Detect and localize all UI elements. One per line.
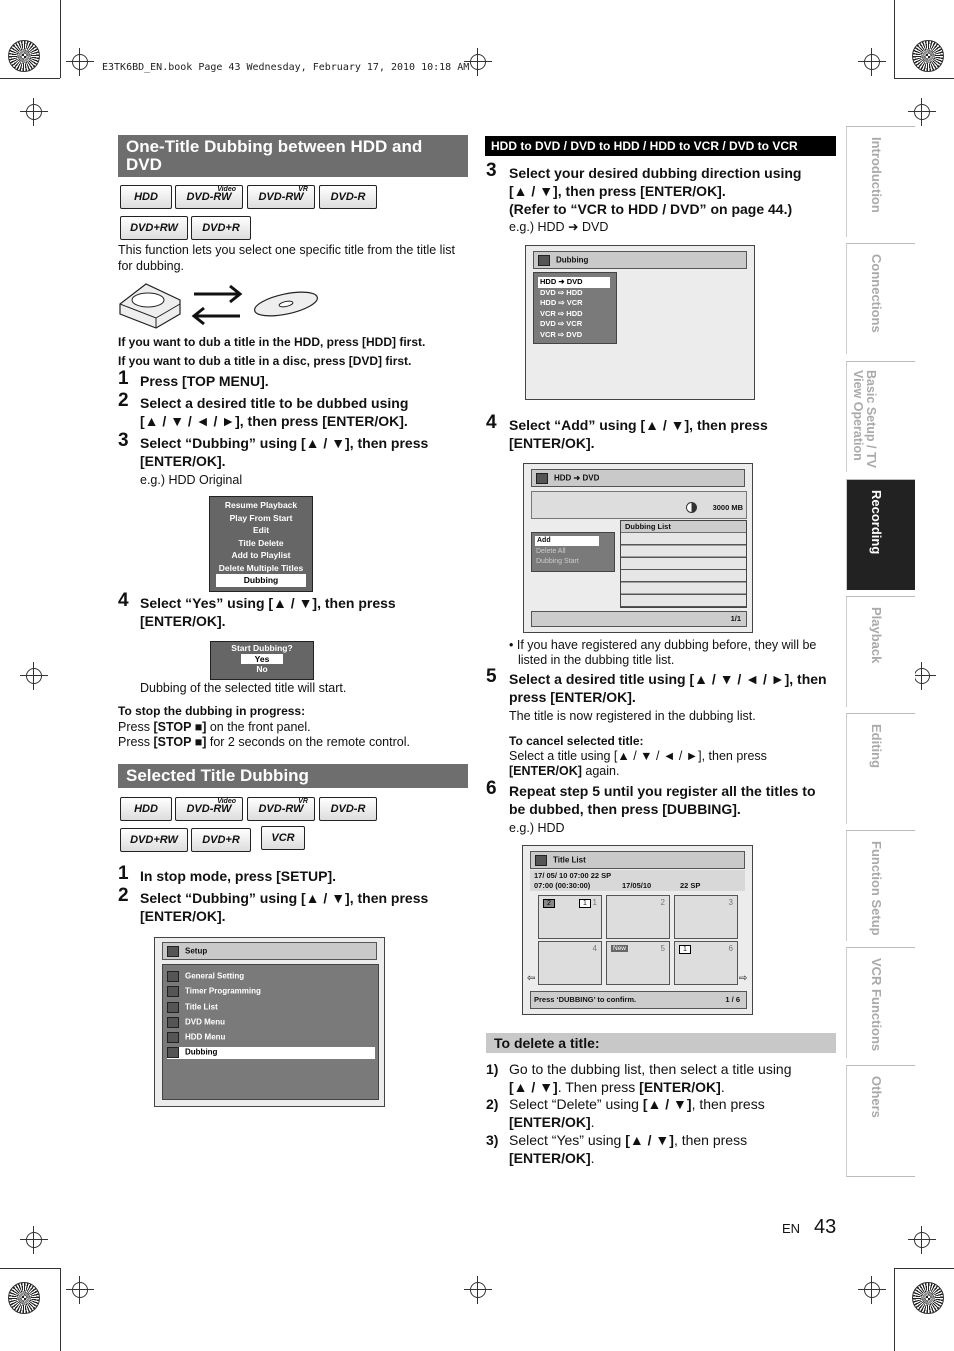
- menu-item: Edit: [252, 525, 270, 535]
- trim-line: [0, 78, 60, 79]
- setup-screen: [154, 937, 385, 1107]
- crosshair-mark: [858, 48, 886, 76]
- sidebar-tab-recording[interactable]: Recording: [846, 479, 915, 590]
- direction-option: DVD ⇨ VCR: [540, 319, 583, 328]
- sidebar-tab-others[interactable]: Others: [846, 1065, 915, 1177]
- sidebar-tab-playback[interactable]: Playback: [846, 596, 915, 707]
- example-label: e.g.) HDD ➜ DVD: [509, 220, 609, 234]
- arrow-left-icon: ⇦: [527, 973, 536, 984]
- badge-hdd: HDD: [120, 185, 172, 209]
- trim-line: [894, 78, 954, 79]
- capacity-bar: [531, 491, 747, 519]
- registration-rosette: [8, 40, 40, 72]
- sidebar-tab-basic-setup[interactable]: Basic Setup / TV View Operation: [846, 361, 915, 472]
- crosshair-mark: [908, 1226, 936, 1254]
- badge-dvd-plus-r: DVD+R: [191, 828, 251, 852]
- transfer-arrows-icon: [194, 286, 240, 324]
- badge-dvd-plus-r: DVD+R: [191, 216, 251, 240]
- cancel-instruction: Select a title using [▲ / ▼ / ◄ / ►], then press: [509, 749, 767, 763]
- disc-icon: [253, 288, 320, 321]
- dubbing-list-rows: [621, 533, 746, 607]
- dubbing-list-header: Dubbing List: [621, 521, 746, 532]
- setup-item-selected: Dubbing: [167, 1047, 375, 1059]
- setup-item: DVD Menu: [167, 1017, 375, 1032]
- calendar-icon: [167, 986, 179, 997]
- dialog-option-yes: Yes: [241, 654, 283, 664]
- direction-option: DVD ⇨ HDD: [540, 287, 583, 297]
- intro-line: for dubbing.: [118, 259, 185, 273]
- badge-dvd-rw-video: Video DVD-RW: [175, 797, 243, 821]
- delete-title-heading: To delete a title:: [486, 1033, 836, 1053]
- menu-item: Title Delete: [238, 537, 284, 548]
- trim-line: [894, 1268, 895, 1351]
- trim-line: [894, 0, 895, 78]
- badge-vcr: VCR: [261, 826, 305, 850]
- action-delete-all: Delete All: [536, 548, 566, 555]
- crosshair-mark: [908, 98, 936, 126]
- thumbnail: 1 2 1: [538, 895, 602, 939]
- dubbing-icon: [167, 1047, 179, 1058]
- dubbing-list-screen: [523, 463, 753, 633]
- intro-line: This function lets you select one specific title from the title list: [118, 243, 455, 257]
- crosshair-mark: [858, 1276, 886, 1304]
- screen-title: HDD ➜ DVD: [531, 469, 745, 487]
- direction-option: VCR ⇨ HDD: [540, 308, 583, 318]
- title-tag: 1: [679, 945, 691, 954]
- section-title-one-title-dubbing: One-Title Dubbing between HDD and DVD: [118, 135, 468, 177]
- step-text: Repeat step 5 until you register all the titles to be dubbed, then press [DUBBING].: [509, 783, 816, 817]
- registered-note: The title is now registered in the dubbing list.: [509, 709, 756, 723]
- bullet-note: • If you have registered any dubbing before, they will be: [509, 638, 817, 652]
- badge-dvd-r: DVD-R: [319, 185, 377, 209]
- title-tag: 1: [579, 899, 591, 908]
- language-code: EN: [782, 1221, 801, 1236]
- badge-dvd-plus-rw: DVD+RW: [120, 828, 188, 852]
- step-text: In stop mode, press [SETUP].: [140, 868, 337, 884]
- action-add: Add: [535, 536, 599, 546]
- example-label: e.g.) HDD: [509, 821, 565, 835]
- dubbing-direction-screen: [525, 245, 755, 400]
- new-tag: New: [613, 945, 627, 952]
- direction-option: HDD ⇨ VCR: [540, 298, 583, 307]
- sidebar-tab-introduction[interactable]: Introduction: [846, 126, 915, 237]
- action-dubbing-start: Dubbing Start: [536, 558, 579, 565]
- cancel-heading: To cancel selected title:: [509, 734, 644, 748]
- title-list-icon: [167, 1002, 179, 1013]
- dubbing-icon: [536, 473, 548, 484]
- screen-title: Dubbing: [533, 251, 747, 269]
- title-list-icon: [535, 855, 547, 866]
- sidebar-tab-connections[interactable]: Connections: [846, 243, 915, 354]
- step-number: 2: [118, 885, 129, 906]
- crosshair-mark: [20, 662, 48, 690]
- crosshair-mark: [66, 48, 94, 76]
- direction-options-panel: [533, 272, 617, 344]
- start-dubbing-dialog: [210, 641, 314, 680]
- dialog-prompt: Start Dubbing?: [231, 643, 293, 653]
- cancel-instruction: [ENTER/OK] again.: [509, 764, 620, 778]
- step-number: 1: [118, 368, 129, 389]
- thumbnail: 5 New: [606, 941, 670, 985]
- step-text: Select your desired dubbing direction using [▲ / ▼], then press [ENTER/OK]. (Refer to “VCR to HDD / DVD” on page 44.): [509, 165, 802, 217]
- example-label: e.g.) HDD Original: [140, 473, 243, 487]
- wrench-icon: [167, 971, 179, 982]
- arrow-right-icon: ⇨: [739, 973, 748, 984]
- badge-dvd-rw-vr: VR DVD-RW: [247, 797, 315, 821]
- screen-title: Title List: [530, 851, 745, 869]
- step-text: Select a desired title using [▲ / ▼ / ◄ / ►], then press [ENTER/OK].: [509, 671, 827, 705]
- menu-item: Play From Start: [229, 512, 293, 523]
- menu-item-selected: Dubbing: [216, 574, 306, 587]
- thumbnail: 4: [538, 941, 602, 985]
- setup-item: HDD Menu: [167, 1032, 375, 1047]
- step-number: 3: [118, 430, 129, 451]
- stop-heading: To stop the dubbing in progress:: [118, 704, 306, 718]
- dialog-option-no: No: [256, 664, 268, 674]
- menu-item: Resume Playback: [224, 500, 298, 510]
- delete-step: 1) Go to the dubbing list, then select a title using [▲ / ▼]. Then press [ENTER/OK].: [486, 1061, 792, 1095]
- setup-item: Title List: [167, 1002, 375, 1017]
- sidebar-tab-editing[interactable]: Editing: [846, 713, 915, 824]
- thumbnail: 6 1: [674, 941, 738, 985]
- setup-item: Timer Programming: [167, 986, 375, 1001]
- step-number: 4: [486, 412, 497, 433]
- trim-line: [0, 1268, 60, 1269]
- crosshair-mark: [464, 1276, 492, 1304]
- screen-title: Setup: [162, 942, 377, 960]
- step-number: 4: [118, 590, 129, 611]
- delete-step: 2) Select “Delete” using [▲ / ▼], then press [ENTER/OK].: [486, 1096, 765, 1130]
- disc-space-icon: [686, 502, 697, 513]
- list-action-panel: [531, 532, 615, 572]
- step-number: 1: [118, 863, 129, 884]
- menu-item: Delete Multiple Titles: [218, 562, 304, 573]
- badge-dvd-rw-vr: VR DVD-RW: [247, 185, 315, 209]
- title-list-footer: Press ‘DUBBING’ to confirm. 1 / 6: [530, 991, 747, 1009]
- registration-rosette: [912, 40, 944, 72]
- trim-line: [894, 1268, 954, 1269]
- title-list-screen: [522, 845, 753, 1015]
- note-hdd: If you want to dub a title in the HDD, press [HDD] first.: [118, 335, 426, 349]
- step-text: Select “Add” using [▲ / ▼], then press [ENTER/OK].: [509, 417, 768, 451]
- direction-option-selected: HDD ➜ DVD: [538, 277, 610, 288]
- section-title-selected-title-dubbing: Selected Title Dubbing: [118, 764, 468, 788]
- hdd-drive-icon: [120, 284, 180, 328]
- crosshair-mark: [20, 98, 48, 126]
- result-text: Dubbing of the selected title will start.: [140, 681, 347, 695]
- title-info: 17/ 05/ 10 07:00 22 SP 07:00 (00:30:00) 17/05/10 22 SP: [530, 870, 745, 891]
- step-number: 6: [486, 778, 497, 799]
- registration-rosette: [912, 1282, 944, 1314]
- print-info: E3TK6BD_EN.book Page 43 Wednesday, February 17, 2010 10:18 AM: [102, 62, 470, 73]
- setup-menu-panel: [162, 964, 379, 1100]
- crosshair-mark: [66, 1276, 94, 1304]
- hdd-dvd-illustration: [116, 280, 322, 332]
- step-number: 2: [118, 390, 129, 411]
- trim-line: [60, 1268, 61, 1351]
- setup-item: General Setting: [167, 971, 375, 986]
- menu-item: Add to Playlist: [231, 550, 291, 560]
- thumbnail: 3: [674, 895, 738, 939]
- step-text: Press [TOP MENU].: [140, 373, 269, 389]
- page-indicator: 1/1: [531, 611, 747, 627]
- hdd-icon: [167, 1032, 179, 1043]
- badge-dvd-r: DVD-R: [319, 797, 377, 821]
- step-text: Select a desired title to be dubbed using [▲ / ▼ / ◄ / ►], then press [ENTER/OK].: [140, 395, 409, 429]
- stop-instruction: Press [STOP ■] for 2 seconds on the remote control.: [118, 735, 410, 749]
- badge-hdd: HDD: [120, 797, 172, 821]
- badge-dvd-plus-rw: DVD+RW: [120, 216, 188, 240]
- crosshair-mark: [20, 1226, 48, 1254]
- direction-option: VCR ⇨ DVD: [540, 329, 583, 339]
- title-tag: 2: [543, 899, 555, 908]
- delete-step: 3) Select “Yes” using [▲ / ▼], then press [ENTER/OK].: [486, 1132, 748, 1166]
- step-text: Select “Yes” using [▲ / ▼], then press [ENTER/OK].: [140, 595, 396, 629]
- bullet-note: listed in the dubbing title list.: [518, 653, 675, 667]
- step-number: 5: [486, 666, 497, 687]
- capacity-value: 3000 MB: [712, 503, 743, 512]
- title-menu-screen: [209, 496, 313, 592]
- page-number: 43: [814, 1216, 837, 1238]
- step-number: 3: [486, 160, 497, 181]
- trim-line: [60, 0, 61, 78]
- step-text: Select “Dubbing” using [▲ / ▼], then press [ENTER/OK].: [140, 435, 429, 469]
- note-dvd: If you want to dub a title in a disc, press [DVD] first.: [118, 354, 412, 368]
- dubbing-list-panel: [620, 520, 747, 608]
- registration-rosette: [8, 1282, 40, 1314]
- badge-dvd-rw-video: Video DVD-RW: [175, 185, 243, 209]
- dubbing-icon: [538, 255, 550, 266]
- disc-icon: [167, 1017, 179, 1028]
- stop-instruction: Press [STOP ■] on the front panel.: [118, 720, 311, 734]
- sidebar-tab-function-setup[interactable]: Function Setup: [846, 830, 915, 941]
- thumbnail: 2: [606, 895, 670, 939]
- direction-banner: HDD to DVD / DVD to HDD / HDD to VCR / DVD to VCR: [485, 136, 836, 156]
- sidebar-tab-vcr-functions[interactable]: VCR Functions: [846, 947, 915, 1058]
- setup-icon: [167, 946, 179, 957]
- step-text: Select “Dubbing” using [▲ / ▼], then press [ENTER/OK].: [140, 890, 429, 924]
